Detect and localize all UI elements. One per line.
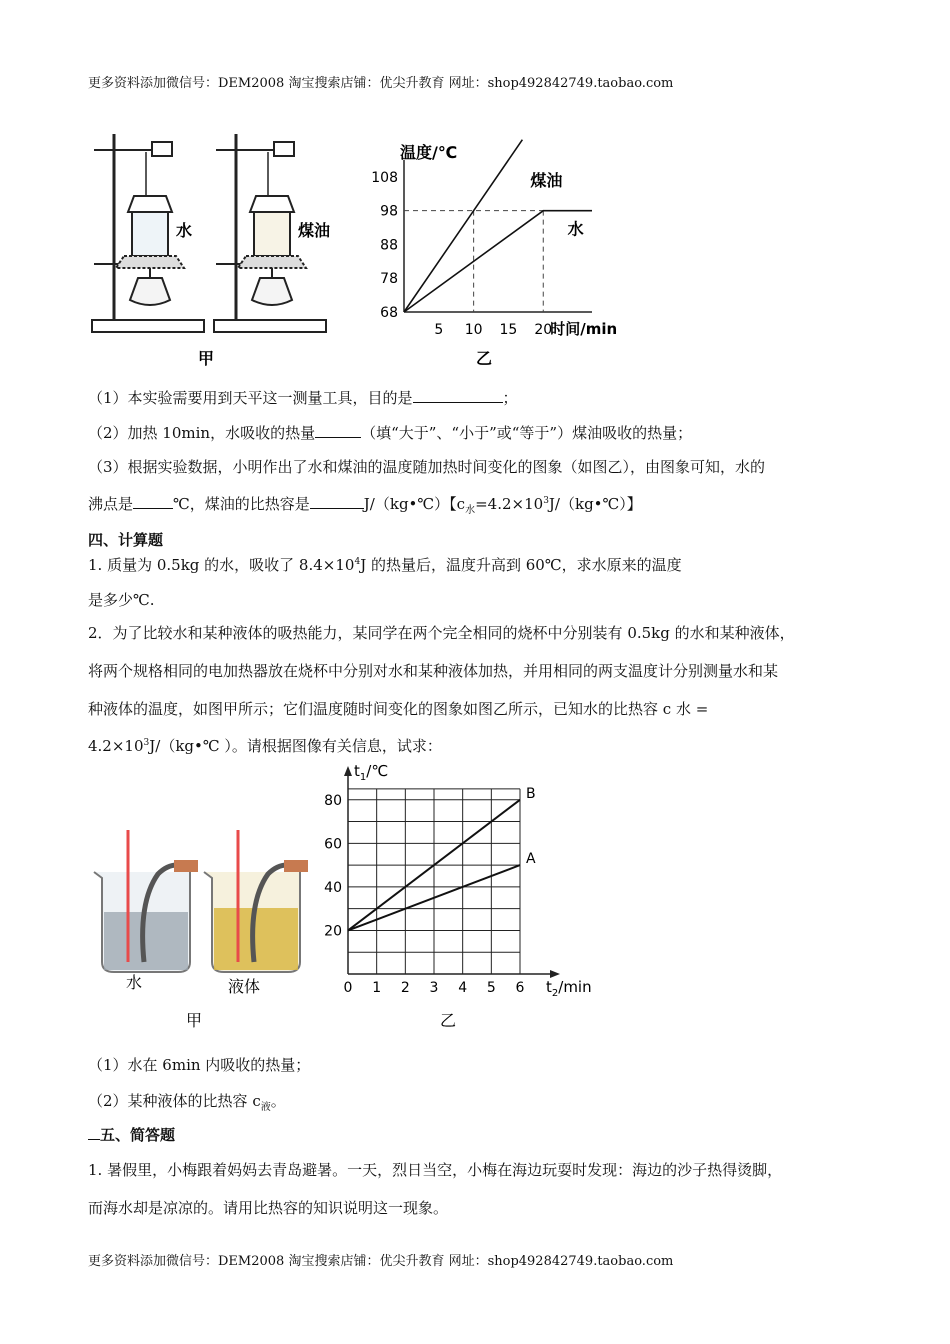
x-tick-label: 5 (486, 980, 496, 996)
x-tick-label: 10 (464, 322, 483, 338)
sec4-q2-line3: 种液体的温度，如图甲所示；它们温度随时间变化的图象如图乙所示，已知水的比热容 c 水 = (88, 700, 709, 718)
sec4-q2-l4-sup: 3 (143, 738, 150, 748)
q3-p3-d: =4.2×10 (475, 495, 544, 513)
series-line-water (404, 211, 592, 312)
sec4-sub2-b: 。 (270, 1092, 286, 1110)
y-axis-label (354, 762, 388, 783)
sec4-q2-l4-a: 4.2×10 (88, 737, 144, 755)
series-label-A: A (526, 851, 536, 868)
sec5-q1-line1: 1. 暑假里，小梅跟着妈妈去青岛避暑。一天，烈日当空，小梅在海边玩耍时发现：海边的沙子热得烫脚， (88, 1161, 783, 1179)
x-tick-label: 4 (458, 980, 468, 996)
series-label-B: B (526, 785, 536, 802)
y-tick-label: 60 (324, 836, 342, 853)
sec4-q1-line1 (88, 554, 682, 575)
y-axis-label-sub: 1 (359, 772, 367, 783)
x-tick-label: 6 (515, 980, 525, 996)
blank-1[interactable] (413, 388, 503, 403)
q3-p3-a: 沸点是 (88, 495, 134, 513)
q3-p3-e: J/（kg•℃）】 (548, 495, 642, 513)
x-axis-label (546, 978, 592, 999)
y-tick-label: 80 (324, 792, 342, 809)
sec4-sub2 (88, 1090, 286, 1113)
apparatus-figure (86, 128, 336, 373)
sec4-q1-b: J 的热量后，温度升高到 60℃，求水原来的温度 (360, 556, 682, 574)
caption-jia-2: 甲 (186, 1011, 203, 1030)
y-axis-label-main: t (354, 762, 360, 780)
blank-3[interactable] (133, 494, 173, 509)
q3-p3-sub: 水 (465, 505, 476, 516)
y-tick-label: 68 (380, 305, 398, 321)
q3-part2 (88, 422, 692, 443)
q3-p1-text: （1）本实验需要用到天平这一测量工具，目的是 (88, 389, 413, 407)
x-axis-arrow (550, 970, 560, 978)
sec4-q1-sup: 4 (354, 557, 361, 567)
x-tick-label: 15 (499, 322, 518, 338)
sec4-q1-line2: 是多少℃. (88, 591, 155, 609)
q3-p3-b: ℃，煤油的比热容是 (173, 495, 310, 513)
series-label-water: 水 (567, 219, 584, 239)
y-tick-label: 20 (324, 923, 342, 940)
y-tick-label: 98 (380, 203, 398, 220)
label-water-2: 水 (126, 973, 143, 992)
sec4-q2-line1: 2．为了比较水和某种液体的吸热能力，某同学在两个完全相同的烧杯中分别装有 0.5kg 的水和某种液体， (88, 624, 795, 642)
sec4-sub1: （1）水在 6min 内吸收的热量； (88, 1056, 311, 1074)
x-axis-label-main: t (546, 978, 552, 996)
x-tick-label: 3 (429, 980, 439, 996)
sec4-q2-line4 (88, 735, 442, 756)
water-beaker (94, 830, 198, 972)
beakers-figure (88, 822, 328, 1032)
label-liquid: 液体 (228, 977, 261, 996)
y-axis-arrow (344, 766, 352, 776)
y-tick-label: 78 (380, 271, 398, 288)
q3-p3-c: J/（kg•℃）【c (363, 495, 466, 513)
q3-p3-sup: 3 (543, 496, 549, 506)
x-axis-label-unit: /min (558, 978, 592, 996)
sec4-sub2-a: （2）某种液体的比热容 c (88, 1092, 261, 1110)
q3-part1 (88, 387, 518, 408)
label-kerosene: 煤油 (298, 221, 331, 240)
caption-yi-2: 乙 (440, 1011, 457, 1030)
section4-title: 四、计算题 (88, 531, 164, 549)
q3-part3-line1: （3）根据实验数据，小明作出了水和煤油的温度随加热时间变化的图象（如图乙），由图象可知，水的 (88, 458, 766, 476)
temperature-chart-2 (310, 758, 600, 1034)
sec4-q2-l4-b: J/（kg•℃ ）。请根据图像有关信息，试求： (149, 737, 442, 755)
blank-2[interactable] (315, 423, 361, 438)
x-tick-label: 1 (372, 980, 382, 996)
x-axis-label-sub: 2 (551, 988, 559, 999)
caption-jia-1: 甲 (198, 349, 215, 368)
x-tick-label: 5 (434, 322, 444, 338)
label-water: 水 (176, 221, 193, 240)
page-footer: 更多资料添加微信号：DEM2008 淘宝搜索店铺：优尖升教育 网址：shop492842749.taobao.com (88, 1254, 674, 1269)
q3-part3-line2 (88, 493, 642, 516)
y-axis-label-unit: /℃ (366, 762, 389, 780)
series-label-kerosene: 煤油 (530, 171, 563, 190)
section5-title (88, 1124, 175, 1145)
y-tick-label: 88 (380, 237, 398, 254)
blank-4[interactable] (310, 494, 364, 509)
x-tick-label: 0 (343, 980, 353, 996)
q3-p2-end: （填“大于”、“小于”或“等于”）煤油吸收的热量； (361, 424, 693, 442)
x-tick-label: 20 (534, 322, 553, 338)
q3-p1-end: ； (502, 389, 518, 407)
series-line-kerosene (404, 140, 522, 312)
y-tick-label: 40 (324, 879, 342, 896)
section5-rule (88, 1127, 100, 1140)
y-axis-label: 温度/℃ (400, 143, 458, 162)
sec5-q1-line2: 而海水却是凉凉的。请用比热容的知识说明这一现象。 (88, 1199, 449, 1217)
caption-yi-1: 乙 (476, 349, 493, 368)
x-tick-label: 2 (400, 980, 410, 996)
sec4-sub2-sub: 液 (260, 1102, 271, 1113)
sec4-q1-a: 1. 质量为 0.5kg 的水，吸收了 8.4×10 (88, 556, 355, 574)
section5-title-text: 五、简答题 (100, 1126, 176, 1144)
sec4-q2-line2: 将两个规格相同的电加热器放在烧杯中分别对水和某种液体加热，并用相同的两支温度计分别测量水和某 (88, 662, 779, 680)
temperature-chart-1 (360, 140, 618, 372)
x-axis-label: 时间/min (550, 320, 618, 338)
y-tick-label: 108 (371, 169, 398, 186)
page-header: 更多资料添加微信号：DEM2008 淘宝搜索店铺：优尖升教育 网址：shop492842749.taobao.com (88, 76, 674, 91)
q3-p2-text: （2）加热 10min，水吸收的热量 (88, 424, 316, 442)
liquid-beaker (204, 830, 308, 972)
